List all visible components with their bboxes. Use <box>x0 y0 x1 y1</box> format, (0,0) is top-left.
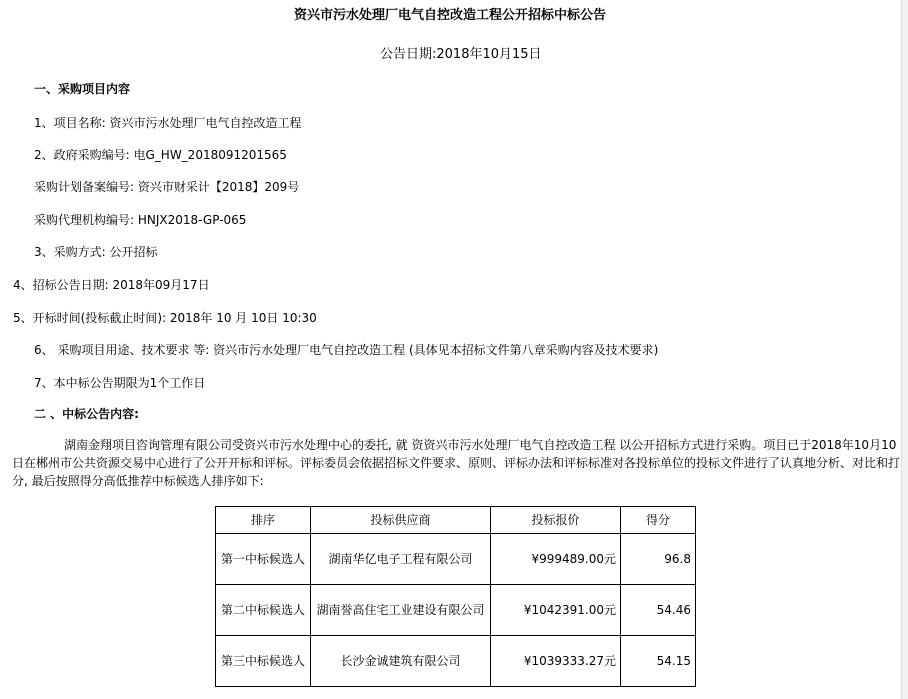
procurement-number-line: 2、政府采购编号: 电G_HW_2018091201565 <box>34 148 287 162</box>
supplier-cell: 湖南誉高住宅工业建设有限公司 <box>311 585 491 636</box>
table-row <box>216 534 696 585</box>
score-cell: 54.15 <box>621 636 696 687</box>
plan-filing-number-line: 采购计划备案编号: 资兴市财采计【2018】209号 <box>34 180 300 194</box>
header-rank: 排序 <box>216 507 311 534</box>
score-cell: 96.8 <box>621 534 696 585</box>
table-header-row <box>216 507 696 534</box>
supplier-cell: 长沙金诚建筑有限公司 <box>311 636 491 687</box>
rank-cell: 第三中标候选人 <box>216 636 311 687</box>
notice-period-line: 7、本中标公告期限为1个工作日 <box>34 376 206 390</box>
section-heading-award: 二 、中标公告内容: <box>34 407 139 421</box>
rank-cell: 第二中标候选人 <box>216 585 311 636</box>
agency-number-line: 采购代理机构编号: HNJX2018-GP-065 <box>34 213 247 227</box>
award-paragraph: 湖南金翔项目咨询管理有限公司受资兴市污水处理中心的委托, 就 资资兴市污水处理厂电气自控改造工程 以公开招标方式进行采购。项目已于2018年10月10日在郴州市公共资源交易中心进行了公开开标和评标。评标委员会依据招标文件要求、原则、评标办法和评标标准对各投标单位的投标文件进行了认真地分析、对比和打分, 最后按照得分高低推荐中标候选人排序如下: <box>12 438 901 488</box>
vertical-scrollbar[interactable] <box>901 0 908 699</box>
table-row <box>216 585 696 636</box>
bid-result-table <box>215 506 696 687</box>
price-cell: ¥999489.00元 <box>491 534 621 585</box>
announcement-date: 公告日期:2018年10月15日 <box>380 47 542 62</box>
supplier-cell: 湖南华亿电子工程有限公司 <box>311 534 491 585</box>
header-supplier: 投标供应商 <box>311 507 491 534</box>
procurement-method-line: 3、采购方式: 公开招标 <box>34 245 158 259</box>
tender-date-line: 4、招标公告日期: 2018年09月17日 <box>13 278 210 292</box>
header-score: 得分 <box>621 507 696 534</box>
page-title: 资兴市污水处理厂电气自控改造工程公开招标中标公告 <box>294 8 607 23</box>
project-name-line: 1、项目名称: 资兴市污水处理厂电气自控改造工程 <box>34 116 302 130</box>
price-cell: ¥1042391.00元 <box>491 585 621 636</box>
header-bid-price: 投标报价 <box>491 507 621 534</box>
opening-time-line: 5、开标时间(投标截止时间): 2018年 10 月 10日 10:30 <box>13 311 317 325</box>
rank-cell: 第一中标候选人 <box>216 534 311 585</box>
project-use-line: 6、 采购项目用途、技术要求 等: 资兴市污水处理厂电气自控改造工程 (具体见本招标文件第八章采购内容及技术要求) <box>34 343 659 357</box>
score-cell: 54.46 <box>621 585 696 636</box>
table-row <box>216 636 696 687</box>
section-heading-procurement: 一、采购项目内容 <box>34 82 131 96</box>
price-cell: ¥1039333.27元 <box>491 636 621 687</box>
